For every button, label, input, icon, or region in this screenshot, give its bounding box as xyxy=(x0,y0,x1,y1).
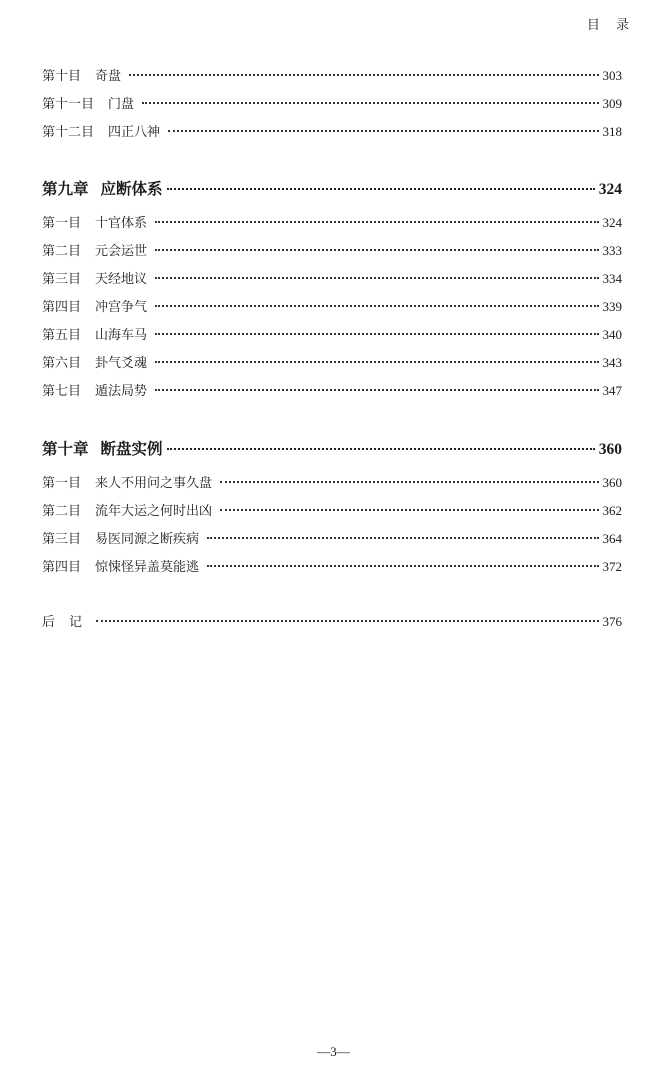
chapter-page: 360 xyxy=(598,441,622,458)
dot-leader xyxy=(168,130,598,132)
dot-leader xyxy=(155,221,598,223)
toc-entry-title: 遁法局势 xyxy=(95,384,148,399)
toc-entry-page: 334 xyxy=(602,271,622,286)
dot-leader xyxy=(155,333,598,335)
toc-entry-page: 303 xyxy=(602,68,622,83)
toc-entry-number: 第五目 xyxy=(42,328,82,343)
toc-entry-page: 376 xyxy=(602,614,622,629)
toc-entry xyxy=(42,530,622,549)
dot-leader xyxy=(220,509,598,511)
toc-entry xyxy=(42,214,622,233)
toc-entry xyxy=(42,326,622,345)
dot-leader xyxy=(142,102,598,104)
toc-entry xyxy=(42,558,622,577)
toc-entry-number: 第六目 xyxy=(42,356,82,371)
toc-entry-number: 后记 xyxy=(42,615,97,630)
toc-entry-number: 第二目 xyxy=(42,504,82,519)
page-number: —3— xyxy=(317,1044,350,1059)
toc-entry-number: 第一目 xyxy=(42,216,82,231)
toc-entry-page: 324 xyxy=(602,215,622,230)
toc-entry-title: 门盘 xyxy=(108,97,135,112)
toc-entry-page: 372 xyxy=(602,559,622,574)
toc-entry-title: 十官体系 xyxy=(95,216,148,231)
toc-entry-page: 343 xyxy=(602,355,622,370)
toc-entry-page: 362 xyxy=(602,503,622,518)
toc-entry xyxy=(42,270,622,289)
toc-entry-number: 第十二目 xyxy=(42,125,95,140)
dot-leader xyxy=(155,277,598,279)
toc-entry xyxy=(42,502,622,521)
dot-leader xyxy=(155,389,598,391)
dot-leader xyxy=(167,448,595,450)
toc-entry-number: 第四目 xyxy=(42,560,82,575)
toc-entry xyxy=(42,298,622,317)
toc-entry-number: 第三目 xyxy=(42,532,82,547)
toc-chapter-heading xyxy=(42,178,622,201)
toc-entry-title: 天经地议 xyxy=(95,272,148,287)
dot-leader xyxy=(96,620,598,622)
dot-leader xyxy=(207,565,598,567)
toc-entry xyxy=(42,382,622,401)
chapter-page: 324 xyxy=(598,181,622,198)
toc-entry xyxy=(42,67,622,86)
toc-entry-title: 易医同源之断疾病 xyxy=(95,532,200,547)
toc-entry-page: 318 xyxy=(602,124,622,139)
running-head: 目 录 xyxy=(586,18,635,33)
dot-leader xyxy=(220,481,598,483)
dot-leader xyxy=(129,74,598,76)
toc-entry xyxy=(42,123,622,142)
toc-entry-page: 347 xyxy=(602,383,622,398)
toc-entry-title: 卦气爻魂 xyxy=(95,356,148,371)
dot-leader xyxy=(155,249,598,251)
toc-entry-title: 奇盘 xyxy=(95,69,122,84)
toc-entry-number: 第十目 xyxy=(42,69,82,84)
toc-entry xyxy=(42,354,622,373)
toc-entry-number: 第十一目 xyxy=(42,97,95,112)
dot-leader xyxy=(155,305,598,307)
dot-leader xyxy=(167,188,595,190)
toc-entry-title: 四正八神 xyxy=(108,125,161,140)
toc-entry-page: 309 xyxy=(602,96,622,111)
toc-entry xyxy=(42,242,622,261)
toc-entry-number: 第七目 xyxy=(42,384,82,399)
toc-entry-title: 元会运世 xyxy=(95,244,148,259)
dot-leader xyxy=(207,537,598,539)
toc-entry-page: 339 xyxy=(602,299,622,314)
toc-entry-title: 冲宫争气 xyxy=(95,300,148,315)
toc-entry-number: 第一目 xyxy=(42,476,82,491)
toc-entry-number: 第三目 xyxy=(42,272,82,287)
dot-leader xyxy=(155,361,598,363)
toc-entry-postscript xyxy=(42,613,622,632)
toc-entry-page: 364 xyxy=(602,531,622,546)
toc-entry xyxy=(42,95,622,114)
toc-entry-page: 340 xyxy=(602,327,622,342)
toc-entry xyxy=(42,474,622,493)
toc-entry-number: 第二目 xyxy=(42,244,82,259)
toc-entry-page: 360 xyxy=(602,475,622,490)
chapter-number: 第十章 xyxy=(42,439,89,458)
toc-entry-page: 333 xyxy=(602,243,622,258)
toc-chapter-heading xyxy=(42,438,622,461)
toc-entry-title: 山海车马 xyxy=(95,328,148,343)
chapter-title: 应断体系 xyxy=(100,179,163,198)
toc-entry-title: 流年大运之何时出凶 xyxy=(95,504,213,519)
toc-entry-title: 来人不用问之事久盘 xyxy=(95,476,213,491)
chapter-number: 第九章 xyxy=(42,179,89,198)
toc-entry-title: 惊悚怪异盖莫能逃 xyxy=(95,560,200,575)
chapter-title: 断盘实例 xyxy=(100,439,163,458)
toc-entry-number: 第四目 xyxy=(42,300,82,315)
